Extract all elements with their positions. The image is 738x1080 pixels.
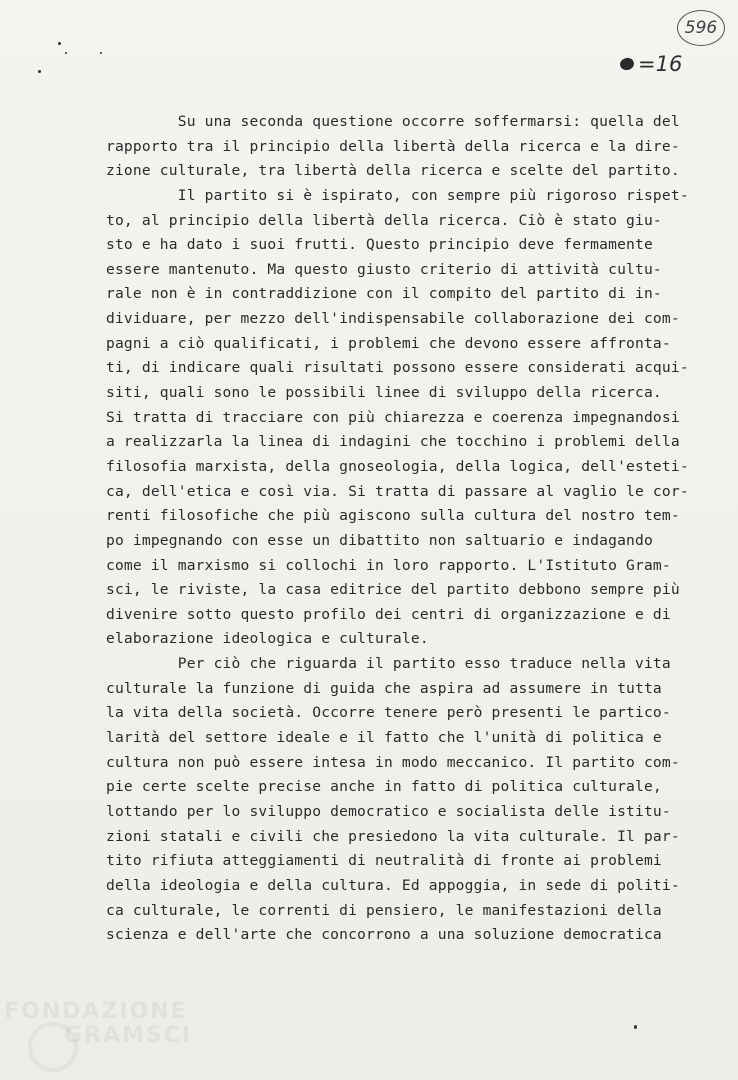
- text-line: della ideologia e della cultura. Ed appoggia, in sede di politi-: [106, 876, 680, 894]
- ink-speck: [38, 70, 41, 73]
- text-line: la vita della società. Occorre tenere però presenti le partico-: [106, 704, 671, 722]
- text-line: lottando per lo sviluppo democratico e socialista delle istitu-: [106, 802, 671, 820]
- typewritten-body-text: [106, 110, 706, 948]
- text-line: rapporto tra il principio della libertà della ricerca e la dire-: [106, 137, 680, 155]
- text-line: larità del settore ideale e il fatto che l'unità di politica e: [106, 729, 662, 747]
- text-line: divenire sotto questo profilo dei centri di organizzazione e di: [106, 605, 671, 623]
- text-line: ca, dell'etica e così via. Si tratta di passare al vaglio le cor-: [106, 482, 689, 500]
- text-line: a realizzarla la linea di indagini che tocchino i problemi della: [106, 433, 680, 451]
- ink-blot-icon: [619, 56, 636, 71]
- text-line: pie certe scelte precise anche in fatto di politica culturale,: [106, 778, 662, 796]
- text-line: ti, di indicare quali risultati possono essere considerati acqui-: [106, 359, 689, 377]
- ink-speck: [65, 52, 67, 54]
- text-line: essere mantenuto. Ma questo giusto criterio di attività cultu-: [106, 260, 662, 278]
- text-line: culturale la funzione di guida che aspira ad assumere in tutta: [106, 679, 662, 697]
- ink-speck: [100, 52, 102, 54]
- text-line: po impegnando con esse un dibattito non saltuario e indagando: [106, 531, 653, 549]
- text-line: siti, quali sono le possibili linee di sviluppo della ricerca.: [106, 384, 662, 402]
- watermark-logo-icon: [28, 1022, 78, 1072]
- text-line: dividuare, per mezzo dell'indispensabile collaborazione dei com-: [106, 310, 680, 328]
- watermark-line-1: FONDAZIONE: [4, 999, 188, 1024]
- text-line: Su una seconda questione occorre soffermarsi: quella del: [106, 113, 680, 130]
- text-line: Si tratta di tracciare con più chiarezza e coerenza impegnandosi: [106, 408, 680, 426]
- ink-speck: [634, 1025, 637, 1029]
- text-line: elaborazione ideologica e culturale.: [106, 630, 429, 648]
- text-line: tito rifiuta atteggiamenti di neutralità di fronte ai problemi: [106, 852, 662, 870]
- text-line: to, al principio della libertà della ricerca. Ciò è stato giu-: [106, 211, 662, 229]
- page-number-text: 596: [684, 18, 718, 38]
- foundation-watermark: [4, 1000, 192, 1048]
- text-line: sto e ha dato i suoi frutti. Questo principio deve fermamente: [106, 236, 653, 254]
- text-line: pagni a ciò qualificati, i problemi che devono essere affronta-: [106, 334, 671, 352]
- text-line: zione culturale, tra libertà della ricerca e scelte del partito.: [106, 162, 680, 180]
- text-line: ca culturale, le correnti di pensiero, le manifestazioni della: [106, 901, 662, 919]
- text-line: rale non è in contraddizione con il compito del partito di in-: [106, 285, 662, 303]
- text-line: filosofia marxista, della gnoseologia, della logica, dell'esteti-: [106, 457, 689, 475]
- text-line: Il partito si è ispirato, con sempre più rigoroso rispet-: [106, 186, 689, 204]
- text-line: sci, le riviste, la casa editrice del partito debbono sempre più: [106, 581, 680, 599]
- text-line: come il marxismo si collochi in loro rapporto. L'Istituto Gram-: [106, 556, 671, 574]
- handwritten-reference-mark: [620, 52, 682, 76]
- text-line: Per ciò che riguarda il partito esso traduce nella vita: [106, 655, 671, 673]
- text-line: renti filosofiche che più agiscono sulla cultura del nostro tem-: [106, 507, 680, 525]
- page-number-stamp: [677, 10, 725, 46]
- reference-mark-text: =16: [638, 52, 683, 76]
- text-line: cultura non può essere intesa in modo meccanico. Il partito com-: [106, 753, 680, 771]
- text-line: zioni statali e civili che presiedono la vita culturale. Il par-: [106, 827, 680, 845]
- watermark-line-2: GRAMSCI: [64, 1023, 193, 1048]
- ink-speck: [58, 42, 61, 45]
- text-line: scienza e dell'arte che concorrono a una soluzione democratica: [106, 926, 662, 944]
